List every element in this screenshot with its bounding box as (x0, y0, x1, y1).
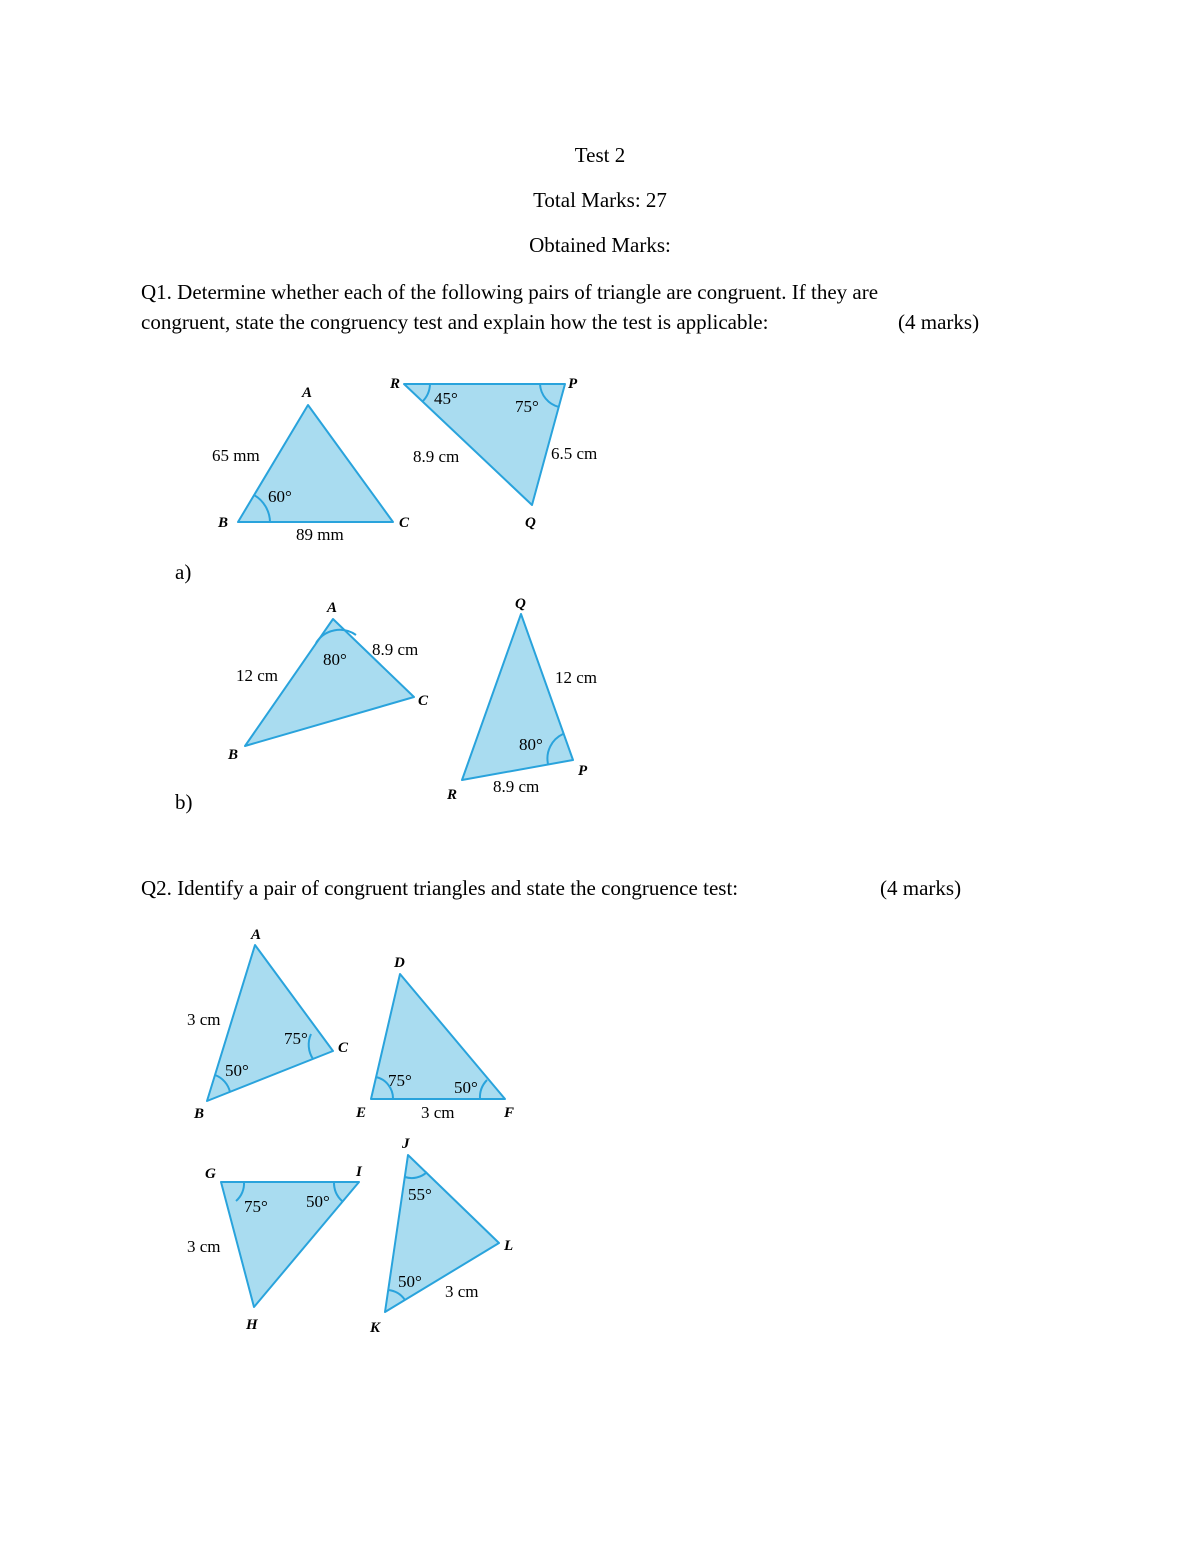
angle-g-label-q2: 75° (244, 1197, 268, 1216)
vertex-a-q2: A (251, 927, 262, 943)
angle-j-label-q2: 55° (408, 1185, 432, 1204)
total-marks: Total Marks: 27 (533, 188, 667, 212)
vertex-p: P (568, 376, 578, 392)
triangle-ghi-q2 (221, 1182, 359, 1307)
side-ab-label-q2: 3 cm (187, 1010, 221, 1029)
vertex-b: B (218, 515, 229, 531)
vertex-q: Q (525, 515, 536, 531)
vertex-h-q2: H (246, 1317, 258, 1333)
side-kl-label-q2: 3 cm (445, 1282, 479, 1301)
q1-part-a-label: a) (175, 560, 192, 584)
angle-r-label: 45° (434, 389, 458, 408)
vertex-p-b: P (578, 763, 588, 779)
vertex-j-q2: J (402, 1136, 410, 1152)
side-bc-label: 89 mm (296, 525, 344, 544)
angle-e-label-q2: 75° (388, 1071, 412, 1090)
angle-f-label-q2: 50° (454, 1078, 478, 1097)
angle-i-label-q2: 50° (306, 1192, 330, 1211)
angle-a-label-b: 80° (323, 650, 347, 669)
side-qp-label-b: 12 cm (555, 668, 598, 687)
q1-part-a-figure (0, 0, 1200, 560)
side-rp-label-b: 8.9 cm (493, 777, 540, 796)
side-rq-label: 8.9 cm (413, 447, 460, 466)
angle-p-label-b: 80° (519, 735, 543, 754)
q1-text-line2: congruent, state the congruency test and explain how the test is applicable: (141, 310, 769, 334)
obtained-marks: Obtained Marks: (529, 233, 671, 257)
vertex-q-b: Q (515, 596, 526, 612)
vertex-b-b: B (228, 747, 239, 763)
angle-p-label: 75° (515, 397, 539, 416)
vertex-l-q2: L (504, 1238, 514, 1254)
angle-b-label: 60° (268, 487, 292, 506)
side-ef-label-q2: 3 cm (421, 1103, 455, 1122)
q1-part-b-figure (0, 560, 1200, 820)
triangle-qrp-b (462, 614, 573, 780)
vertex-a: A (302, 385, 313, 401)
vertex-r: R (390, 376, 401, 392)
side-ac-label-b: 8.9 cm (372, 640, 419, 659)
angle-k-label-q2: 50° (398, 1272, 422, 1291)
angle-b-label-q2: 50° (225, 1061, 249, 1080)
side-ab-label: 65 mm (212, 446, 260, 465)
vertex-f-q2: F (504, 1105, 515, 1121)
triangle-abc-a (238, 405, 393, 522)
test-title: Test 2 (574, 143, 626, 167)
vertex-e-q2: E (356, 1105, 367, 1121)
q2-text: Q2. Identify a pair of congruent triangles and state the congruence test: (141, 876, 739, 900)
q2-figure (0, 920, 1200, 1340)
q2-marks: (4 marks) (880, 876, 962, 900)
vertex-b-q2: B (194, 1106, 205, 1122)
vertex-r-b: R (447, 787, 458, 803)
vertex-a-b: A (327, 600, 338, 616)
vertex-c-b: C (418, 693, 429, 709)
side-pq-label: 6.5 cm (551, 444, 598, 463)
vertex-c-q2: C (338, 1040, 349, 1056)
q1-text-line1: Q1. Determine whether each of the following pairs of triangle are congruent. If they are (141, 280, 879, 304)
q1-marks: (4 marks) (898, 310, 980, 334)
vertex-g-q2: G (205, 1166, 216, 1182)
side-gh-label-q2: 3 cm (187, 1237, 221, 1256)
vertex-c: C (399, 515, 410, 531)
vertex-k-q2: K (370, 1320, 381, 1336)
vertex-i-q2: I (356, 1164, 362, 1180)
angle-c-label-q2: 75° (284, 1029, 308, 1048)
vertex-d-q2: D (394, 955, 405, 971)
q1-part-b-label: b) (175, 790, 193, 814)
side-ab-label-b: 12 cm (236, 666, 279, 685)
triangle-rpq-a (404, 384, 565, 505)
